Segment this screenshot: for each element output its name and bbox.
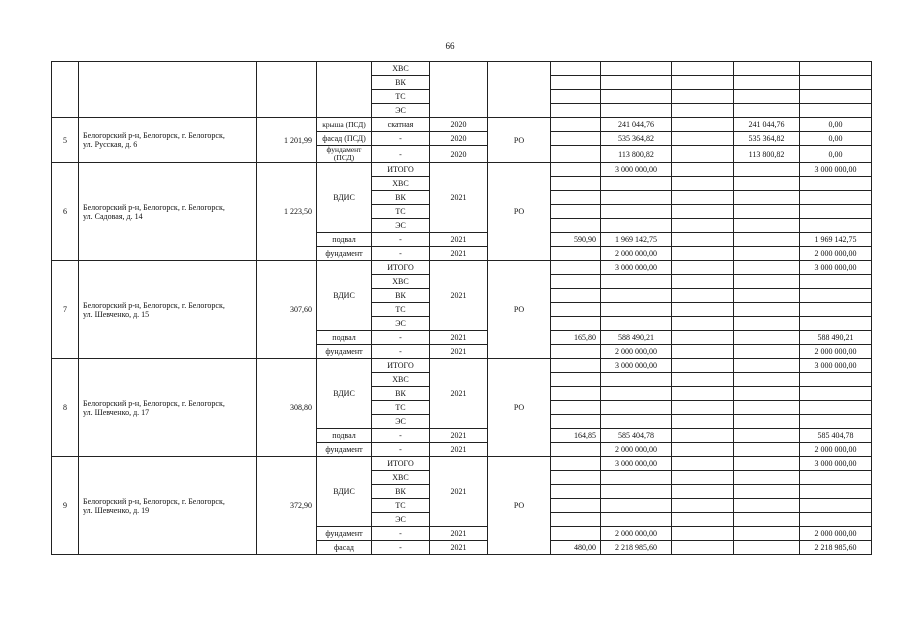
total-cell: 0,00 xyxy=(800,146,872,163)
year-cell: 2021 xyxy=(430,443,488,457)
table-row xyxy=(52,118,872,132)
quantity-cell xyxy=(551,345,601,359)
year-cell: 2021 xyxy=(430,541,488,555)
area-cell: 308,80 xyxy=(257,359,317,457)
sub-item: ТС xyxy=(372,499,430,513)
work-type: фундамент xyxy=(317,247,372,261)
cost-cell: 2 000 000,00 xyxy=(601,345,672,359)
year-cell: 2021 xyxy=(430,247,488,261)
sub-item: ВК xyxy=(372,191,430,205)
table-row xyxy=(52,261,872,275)
year-cell: 2020 xyxy=(430,118,488,132)
sub-item: ХВС xyxy=(372,275,430,289)
work-subtype: - xyxy=(372,233,430,247)
cost-cell: 2 000 000,00 xyxy=(601,527,672,541)
method-cell: РО xyxy=(488,359,551,457)
sub-item: ЭС xyxy=(372,415,430,429)
sub-item: ВК xyxy=(372,76,430,90)
itogo-label: ИТОГО xyxy=(372,457,430,471)
area-cell: 1 201,99 xyxy=(257,118,317,163)
work-type: фундамент xyxy=(317,527,372,541)
area-cell: 1 223,50 xyxy=(257,163,317,261)
year-cell: 2020 xyxy=(430,132,488,146)
funding-cell: 241 044,76 xyxy=(734,118,800,132)
sub-item: ВК xyxy=(372,289,430,303)
funding-cell: 113 800,82 xyxy=(734,146,800,163)
sub-item: ВК xyxy=(372,387,430,401)
sub-item: ЭС xyxy=(372,104,430,118)
sub-item: ТС xyxy=(372,401,430,415)
work-subtype: - xyxy=(372,527,430,541)
quantity-cell xyxy=(551,443,601,457)
method-cell: РО xyxy=(488,261,551,359)
cost-cell: 3 000 000,00 xyxy=(601,457,672,471)
sub-item: ЭС xyxy=(372,317,430,331)
capital-repair-table xyxy=(51,61,872,555)
quantity-cell: 480,00 xyxy=(551,541,601,555)
work-type: фундамент xyxy=(317,345,372,359)
total-cell: 585 404,78 xyxy=(800,429,872,443)
sub-item: ЭС xyxy=(372,219,430,233)
funding-cell: 535 364,82 xyxy=(734,132,800,146)
itogo-label: ИТОГО xyxy=(372,163,430,177)
year-cell: 2021 xyxy=(430,331,488,345)
page-number: 66 xyxy=(445,41,455,51)
itogo-label: ИТОГО xyxy=(372,359,430,373)
sub-item: ТС xyxy=(372,303,430,317)
total-cell: 0,00 xyxy=(800,132,872,146)
total-cell: 2 218 985,60 xyxy=(800,541,872,555)
quantity-cell xyxy=(551,527,601,541)
area-cell: 307,60 xyxy=(257,261,317,359)
sub-item: ЭС xyxy=(372,513,430,527)
work-type: ВДИС xyxy=(317,359,372,429)
total-cell: 2 000 000,00 xyxy=(800,443,872,457)
work-subtype: - xyxy=(372,541,430,555)
work-subtype: - xyxy=(372,443,430,457)
quantity-cell: 590,90 xyxy=(551,233,601,247)
work-subtype: скатная xyxy=(372,118,430,132)
sub-item: ВК xyxy=(372,485,430,499)
cost-cell: 535 364,82 xyxy=(601,132,672,146)
row-index: 5 xyxy=(52,118,79,163)
quantity-cell: 165,80 xyxy=(551,331,601,345)
sub-item: ТС xyxy=(372,205,430,219)
sub-item: ХВС xyxy=(372,62,430,76)
total-cell: 3 000 000,00 xyxy=(800,261,872,275)
work-type: ВДИС xyxy=(317,457,372,527)
table-row xyxy=(52,62,872,76)
total-cell: 3 000 000,00 xyxy=(800,359,872,373)
quantity-cell xyxy=(551,247,601,261)
total-cell: 2 000 000,00 xyxy=(800,527,872,541)
year-cell: 2021 xyxy=(430,527,488,541)
sub-item: ХВС xyxy=(372,373,430,387)
cost-cell: 3 000 000,00 xyxy=(601,163,672,177)
work-type: подвал xyxy=(317,233,372,247)
method-cell: РО xyxy=(488,118,551,163)
row-index: 6 xyxy=(52,163,79,261)
table-row xyxy=(52,359,872,373)
cost-cell: 113 800,82 xyxy=(601,146,672,163)
quantity-cell: 164,85 xyxy=(551,429,601,443)
address-cell: Белогорский р-н, Белогорск, г. Белогорск, ул. Шевченко, д. 15 xyxy=(79,261,257,359)
cost-cell: 588 490,21 xyxy=(601,331,672,345)
cost-cell: 2 000 000,00 xyxy=(601,247,672,261)
row-index: 9 xyxy=(52,457,79,555)
total-cell: 2 000 000,00 xyxy=(800,345,872,359)
year-cell: 2021 xyxy=(430,163,488,233)
row-index: 7 xyxy=(52,261,79,359)
total-cell: 3 000 000,00 xyxy=(800,457,872,471)
itogo-label: ИТОГО xyxy=(372,261,430,275)
cost-cell: 585 404,78 xyxy=(601,429,672,443)
address-cell: Белогорский р-н, Белогорск, г. Белогорск, ул. Шевченко, д. 19 xyxy=(79,457,257,555)
work-type: ВДИС xyxy=(317,261,372,331)
work-subtype: - xyxy=(372,429,430,443)
total-cell: 0,00 xyxy=(800,118,872,132)
year-cell: 2021 xyxy=(430,261,488,331)
work-type: подвал xyxy=(317,331,372,345)
work-type: фундамент (ПСД) xyxy=(317,146,372,163)
work-type: подвал xyxy=(317,429,372,443)
sub-item: ХВС xyxy=(372,471,430,485)
cost-cell: 3 000 000,00 xyxy=(601,261,672,275)
work-type: фундамент xyxy=(317,443,372,457)
work-type: крыша (ПСД) xyxy=(317,118,372,132)
cost-cell: 1 969 142,75 xyxy=(601,233,672,247)
total-cell: 3 000 000,00 xyxy=(800,163,872,177)
work-type: фасад xyxy=(317,541,372,555)
year-cell: 2020 xyxy=(430,146,488,163)
year-cell: 2021 xyxy=(430,457,488,527)
year-cell: 2021 xyxy=(430,345,488,359)
method-cell: РО xyxy=(488,457,551,555)
total-cell: 1 969 142,75 xyxy=(800,233,872,247)
method-cell: РО xyxy=(488,163,551,261)
work-type: фасад (ПСД) xyxy=(317,132,372,146)
address-cell: Белогорский р-н, Белогорск, г. Белогорск, ул. Садовая, д. 14 xyxy=(79,163,257,261)
cost-cell: 3 000 000,00 xyxy=(601,359,672,373)
address-cell: Белогорский р-н, Белогорск, г. Белогорск, ул. Шевченко, д. 17 xyxy=(79,359,257,457)
work-subtype: - xyxy=(372,132,430,146)
work-subtype: - xyxy=(372,146,430,163)
work-subtype: - xyxy=(372,345,430,359)
work-subtype: - xyxy=(372,247,430,261)
table-row xyxy=(52,163,872,177)
cost-cell: 2 218 985,60 xyxy=(601,541,672,555)
area-cell: 372,90 xyxy=(257,457,317,555)
cost-cell: 241 044,76 xyxy=(601,118,672,132)
total-cell: 588 490,21 xyxy=(800,331,872,345)
work-subtype: - xyxy=(372,331,430,345)
total-cell: 2 000 000,00 xyxy=(800,247,872,261)
table-row xyxy=(52,457,872,471)
sub-item: ХВС xyxy=(372,177,430,191)
year-cell: 2021 xyxy=(430,359,488,429)
year-cell: 2021 xyxy=(430,429,488,443)
year-cell: 2021 xyxy=(430,233,488,247)
work-type: ВДИС xyxy=(317,163,372,233)
address-cell: Белогорский р-н, Белогорск, г. Белогорск, ул. Русская, д. 6 xyxy=(79,118,257,163)
row-index: 8 xyxy=(52,359,79,457)
sub-item: ТС xyxy=(372,90,430,104)
cost-cell: 2 000 000,00 xyxy=(601,443,672,457)
